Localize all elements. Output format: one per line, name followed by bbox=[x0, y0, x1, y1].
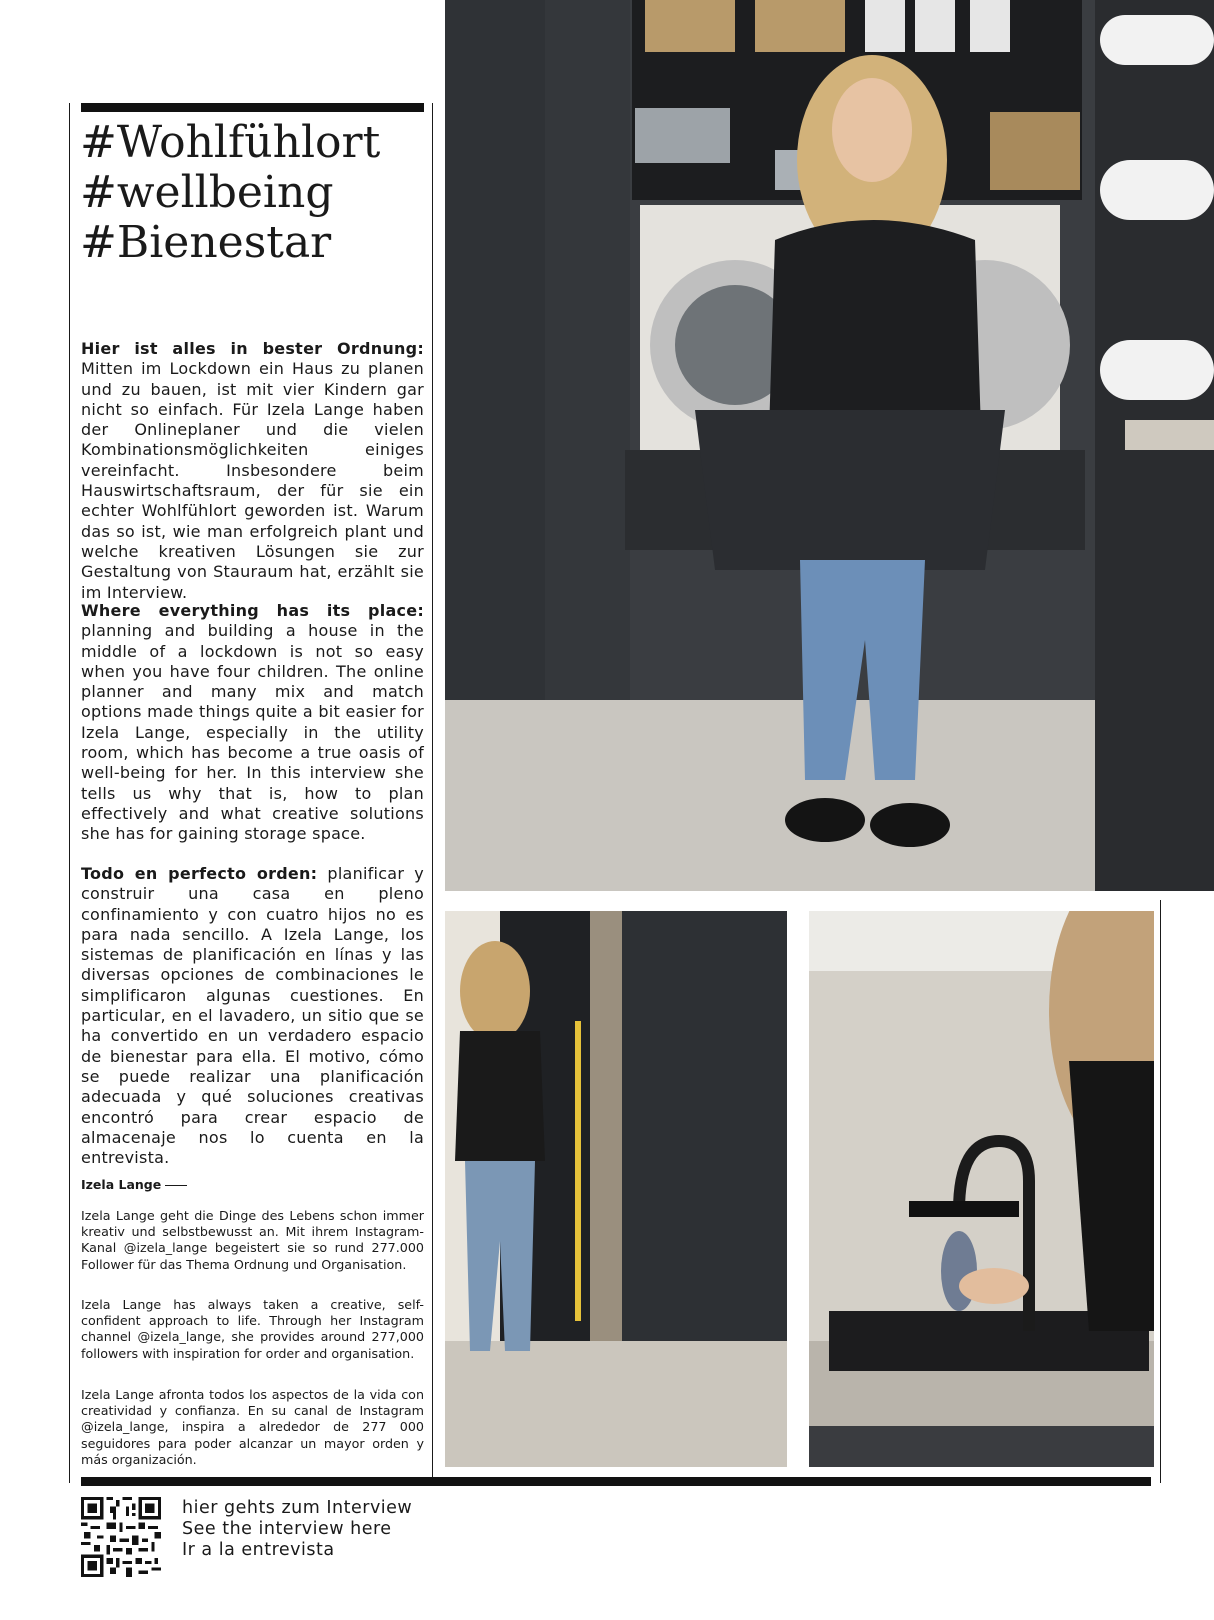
cta-line-es: Ir a la entrevista bbox=[182, 1540, 335, 1560]
intro-en-text: planning and building a house in the middle of a lockdown is not so easy when you have four children. The online planner and many mix and match options made things quite a bit easier for Izela Lange, especially in the utility room, which has become a true oasis of well-being for her. In this interview she tells us why that is, how to plan effectively and what creative solutions she has for gaining storage space. bbox=[81, 621, 424, 844]
bottom-rule bbox=[81, 1477, 1151, 1486]
qr-code[interactable] bbox=[81, 1497, 161, 1577]
intro-en-lead: Where everything has its place: bbox=[81, 601, 424, 620]
intro-de-lead: Hier ist alles in bester Ordnung: bbox=[81, 339, 424, 358]
intro-es-lead: Todo en perfecto orden: bbox=[81, 864, 318, 883]
author-name: Izela Lange bbox=[81, 1177, 162, 1192]
intro-de-paragraph bbox=[81, 339, 424, 603]
right-border-line bbox=[1160, 900, 1161, 1483]
title-line-1: #Wohlfühlort bbox=[80, 117, 381, 168]
title-line-2: #wellbeing bbox=[80, 167, 334, 218]
main-photo-laundry-room bbox=[445, 0, 1214, 891]
cta-line-de: hier gehts zum Interview bbox=[182, 1498, 413, 1518]
photo-sink bbox=[809, 911, 1154, 1467]
top-rule bbox=[81, 103, 424, 112]
author-heading bbox=[81, 1177, 187, 1192]
cta-line-en: See the interview here bbox=[182, 1519, 392, 1539]
page-title bbox=[80, 118, 420, 268]
author-bio-en: Izela Lange has always taken a creative, self-confident approach to life. Through her Instagram channel @izela_lange, she provides around 277,000 followers with inspiration for order and organisation. bbox=[81, 1297, 424, 1361]
intro-es-text: planificar y construir una casa en pleno confinamiento y con cuatro hijos no es para nada sencillo. A Izela Lange, los sistemas de planificación en línas y las diversas opciones de combinaciones le simplificaron algunas cuestiones. En particular, en el lavadero, un sitio que se ha convertido en un verdadero espacio de bienestar para ella. El motivo, cómo se puede realizar una planificación adecuada y qué soluciones creativas encontró para crear espacio de almacenaje nos lo cuenta en la entrevista. bbox=[81, 864, 424, 1168]
column-divider-line bbox=[432, 103, 433, 1483]
title-line-3: #Bienestar bbox=[80, 217, 332, 268]
interview-cta[interactable] bbox=[182, 1498, 412, 1561]
author-bio-de: Izela Lange geht die Dinge des Lebens schon immer kreativ und selbstbewusst an. Mit ihrem Instagram-Kanal @izela_lange begeistert sie so rund 277.000 Follower für das Thema Ordnung und Organisation. bbox=[81, 1208, 424, 1272]
photo-cabinets bbox=[445, 911, 787, 1467]
author-bio-es: Izela Lange afronta todos los aspectos de la vida con creatividad y confianza. En su canal de Instagram @izela_lange, inspira a alrededor de 277 000 seguidores para poder alcanzar un mayor orden y más organización. bbox=[81, 1387, 424, 1467]
left-border-line bbox=[69, 103, 70, 1483]
intro-en-paragraph bbox=[81, 601, 424, 845]
intro-de-text: Mitten im Lockdown ein Haus zu planen und zu bauen, ist mit vier Kindern gar nicht so einfach. Für Izela Lange haben der Onlineplaner und die vielen Kombinationsmöglichkeiten einiges vereinfacht. Insbesondere beim Hauswirtschaftsraum, der für sie ein echter Wohlfühlort geworden ist. Warum das so ist, wie man erfolgreich plant und welche kreativen Lösungen sie zur Gestaltung von Stauraum hat, erzählt sie im Interview. bbox=[81, 359, 424, 602]
intro-es-paragraph bbox=[81, 864, 424, 1168]
author-dash bbox=[165, 1185, 187, 1186]
